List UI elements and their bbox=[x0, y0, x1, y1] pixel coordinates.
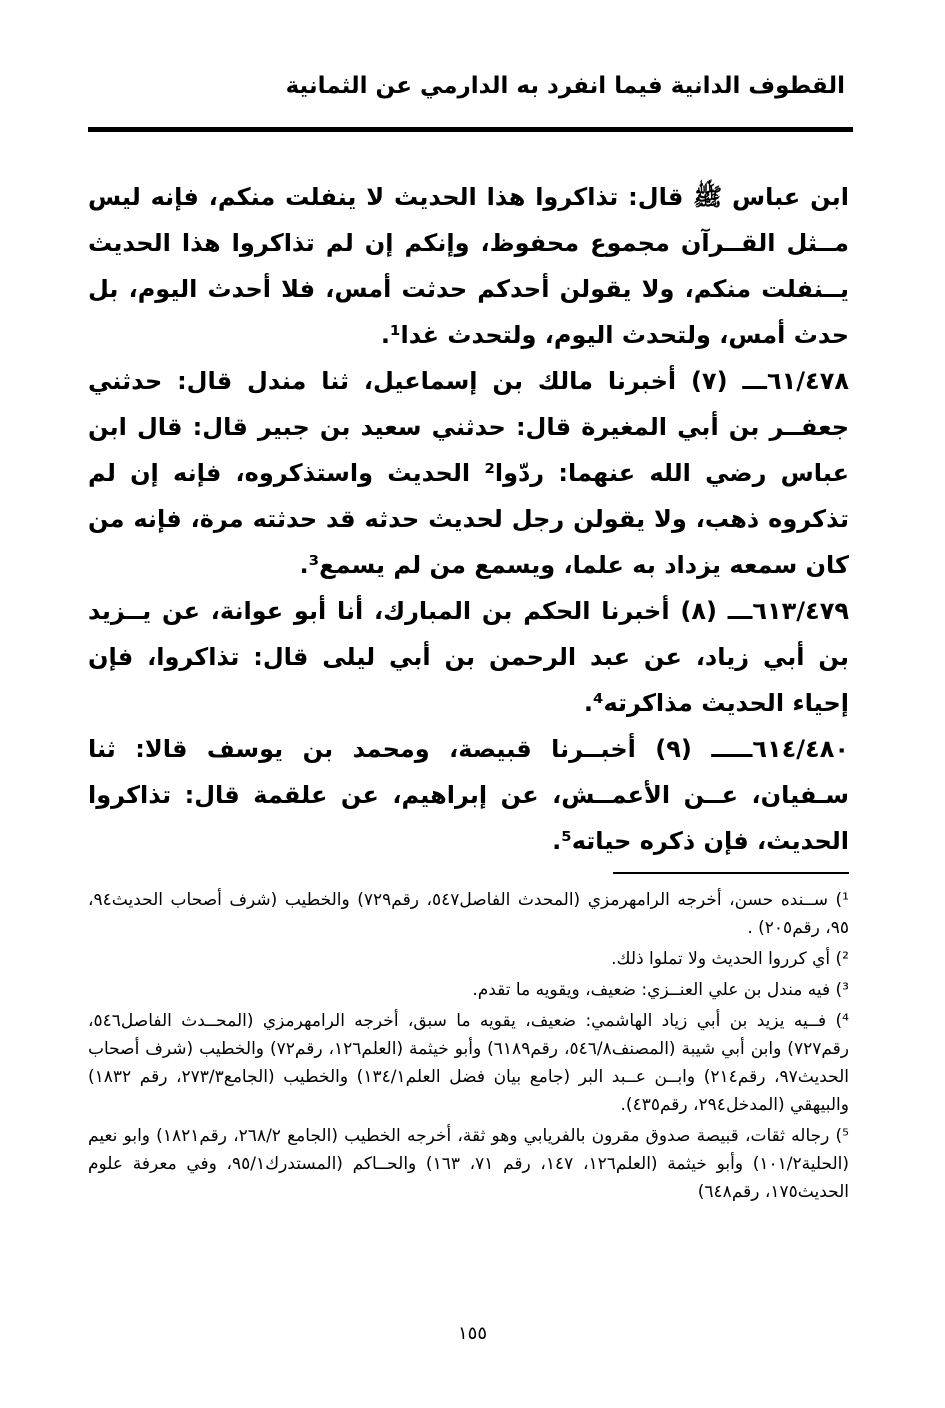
text-paragraph: ابن عباس ﷺ قال: تذاكروا هذا الحديث لا ينفلت منكم، فإنه ليس مــثل القــرآن مجموع محفوظ، وإنكم إن لم تذاكروا هذا الحديث يــنفلت منكم، ولا يقولن أحدكم حدثت أمس، فلا أحدث اليوم، بل حدث أمس، ولتحدث اليوم، ولتحدث غدا¹. bbox=[88, 183, 849, 349]
footnotes bbox=[88, 886, 849, 1209]
footnote: ⁵) رجاله ثقات، قبيصة صدوق مقرون بالفريابي وهو ثقة، أخرجه الخطيب (الجامع ٢٦٨/٢، رقم١٨٢١) وابو نعيم (الحلية١٠١/٢) وأبو خيثمة (العلم١٢٦، ١٤٧، رقم ٧١، ١٦٣) والحــاكم (المستدرك٩٥/١، وفي معرفة علوم الحديث١٧٥، رقم٦٤٨) bbox=[88, 1126, 850, 1202]
text-paragraph: ٦١٣/٤٧٩ـــ (٨) أخبرنا الحكم بن المبارك، أنا أبو عوانة، عن يــزيد بن أبي زياد، عن عبد الرحمن بن أبي ليلى قال: تذاكروا، فإن إحياء الحديث مذاكرته⁴. bbox=[88, 597, 849, 717]
running-header-title: القطوف الدانية فيما انفرد به الدارمي عن الثمانية bbox=[285, 73, 845, 99]
page-number: ١٥٥ bbox=[457, 1323, 487, 1344]
text-paragraph: ٦١/٤٧٨ـــ (٧) أخبرنا مالك بن إسماعيل، ثنا مندل قال: حدثني جعفــر بن أبي المغيرة قال: حدثني سعيد بن جبير قال: قال ابن عباس رضي الله عنهما: ردّوا² الحديث واستذكروه، فإنه إن لم تذكروه ذهب، ولا يقولن رجل لحديث حدثه قد حدثته مرة، فإنه من كان سمعه يزداد به علما، ويسمع من لم يسمع³. bbox=[88, 367, 849, 579]
footnote: ⁴) فــيه يزيد بن أبي زياد الهاشمي: ضعيف، يقويه ما سبق، أخرجه الرامهرمزي (المحــدث الفاصل٥٤٦، رقم٧٢٧) وابن أبي شيبة (المصنف٥٤٦/٨، رقم٦١٨٩) وأبو خيثمة (العلم١٢٦، رقم٧٢) والخطيب (شرف أصحاب الحديث٩٧، رقم٢١٤) وابــن عــبد البر (جامع بيان فضل العلم١٣٤/١) والخطيب (الجامع٢٧٣/٣، رقم ١٨٣٢) والبيهقي (المدخل٢٩٤، رقم٤٣٥). bbox=[88, 1011, 849, 1115]
footnote: ²) أي كرروا الحديث ولا تملوا ذلك. bbox=[611, 949, 849, 969]
footnote: ³) فيه مندل بن علي العنــزي: ضعيف، ويقويه ما تقدم. bbox=[472, 980, 849, 1000]
header-rule bbox=[88, 127, 853, 132]
main-text bbox=[88, 174, 849, 864]
footnote-separator bbox=[613, 872, 849, 874]
text-paragraph: ٦١٤/٤٨٠ـــــ (٩) أخبــرنا قبيصة، ومحمد بن يوسف قالا: ثنا سـفيان، عــن الأعمــش، عن إبراهيم، عن علقمة قال: تذاكروا الحديث، فإن ذكره حياته⁵. bbox=[88, 735, 849, 855]
footnote: ¹) ســنده حسن، أخرجه الرامهرمزي (المحدث الفاصل٥٤٧، رقم٧٢٩) والخطيب (شرف أصحاب الحديث٩٤، ٩٥، رقم٢٠٥) . bbox=[88, 890, 849, 938]
